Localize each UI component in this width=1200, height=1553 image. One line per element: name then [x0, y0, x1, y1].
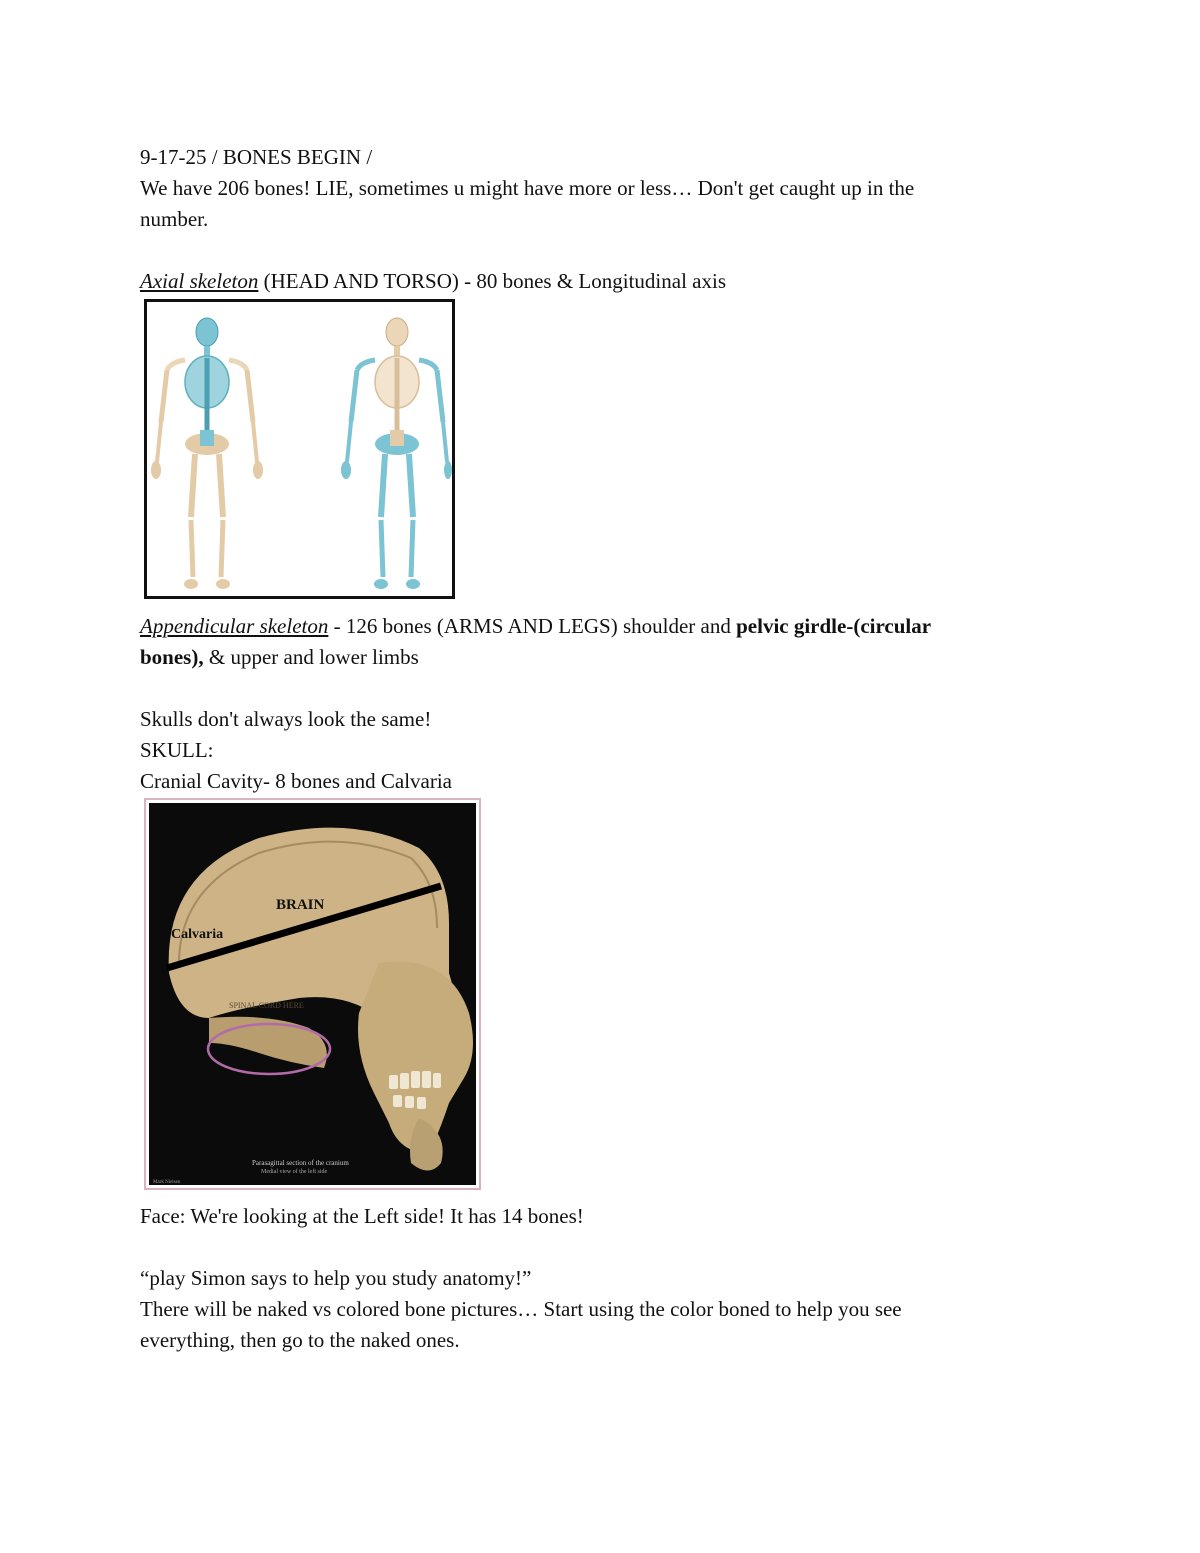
figure-caption-2: Medial view of the left side [261, 1169, 328, 1175]
cranial-cavity-line: Cranial Cavity- 8 bones and Calvaria [140, 769, 452, 793]
appendicular-line-1 [140, 611, 931, 642]
intro-line-1: We have 206 bones! LIE, sometimes u might have more or less… Don't get caught up in the [140, 176, 915, 200]
skull-heading: SKULL: [140, 738, 214, 762]
appendicular-skeleton-term: Appendicular skeleton [140, 614, 329, 638]
axial-skeleton-description: (HEAD AND TORSO) - 80 bones & Longitudinal axis [258, 269, 726, 293]
skull-figure [144, 798, 481, 1190]
tips-line-2: everything, then go to the naked ones. [140, 1328, 460, 1352]
axial-skeleton-term: Axial skeleton [140, 269, 259, 293]
skeleton-illustration [147, 302, 452, 596]
pelvic-girdle-bold: pelvic girdle-(circular [736, 614, 932, 638]
label-brain: BRAIN [276, 897, 325, 913]
figure-caption-1: Parasagittal section of the cranium [252, 1159, 349, 1167]
label-spinal-cord: SPINAL CORD HERE [229, 1001, 304, 1010]
limbs-text: & upper and lower limbs [203, 645, 419, 669]
intro-line-2: number. [140, 207, 209, 231]
face-line: Face: We're looking at the Left side! It has 14 bones! [140, 1204, 584, 1228]
skull-section-illustration [149, 803, 476, 1185]
appendicular-highlight-skeleton [341, 318, 452, 589]
skull-note: Skulls don't always look the same! [140, 707, 432, 731]
appendicular-line-2 [140, 642, 419, 673]
appendicular-description: - 126 bones (ARMS AND LEGS) shoulder and [328, 614, 737, 638]
figure-credit: Mark Nielsen [153, 1180, 181, 1185]
study-quote: “play Simon says to help you study anatomy!” [140, 1266, 532, 1290]
date-title: 9-17-25 / BONES BEGIN / [140, 145, 373, 169]
label-calvaria: Calvaria [171, 927, 224, 942]
circular-bones-bold: bones), [140, 645, 204, 669]
axial-highlight-skeleton [151, 318, 263, 589]
skeleton-figure [144, 299, 455, 599]
axial-skeleton-line [140, 266, 726, 297]
face-bones-shape [358, 962, 473, 1153]
tips-line-1: There will be naked vs colored bone pictures… Start using the color boned to help you see [140, 1297, 902, 1321]
